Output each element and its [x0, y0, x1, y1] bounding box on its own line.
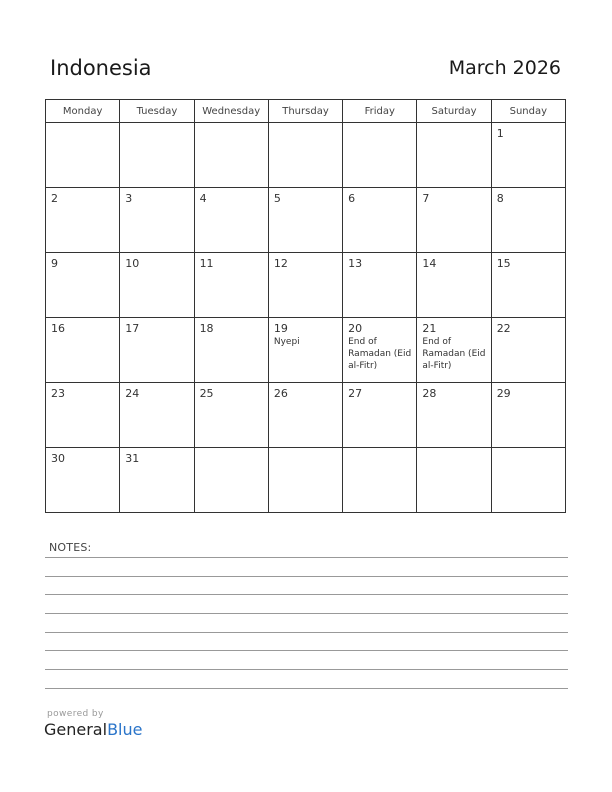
day-number: 28 — [422, 387, 437, 400]
note-line — [45, 688, 568, 689]
day-cell-14[interactable] — [417, 253, 491, 318]
day-number: 14 — [422, 257, 437, 270]
day-cell-3[interactable] — [120, 188, 194, 253]
empty-day-cell — [417, 123, 491, 188]
day-cell-17[interactable] — [120, 318, 194, 383]
day-number: 7 — [422, 192, 430, 205]
country-title: Indonesia — [50, 56, 152, 80]
day-number: 26 — [273, 387, 288, 400]
day-number — [120, 123, 193, 127]
notes-label: NOTES: — [49, 541, 92, 554]
weekday-saturday: Saturday — [417, 100, 491, 123]
day-number: 13 — [348, 257, 363, 270]
day-number — [343, 123, 416, 127]
holiday-label: End of Ramadan (Eid al-Fitr) — [422, 337, 486, 371]
day-cell-11[interactable] — [194, 253, 268, 318]
day-cell-7[interactable] — [417, 188, 491, 253]
day-cell-24[interactable] — [120, 383, 194, 448]
powered-by-text: powered by — [47, 709, 104, 719]
calendar-body — [46, 123, 566, 513]
day-number: 11 — [199, 257, 214, 270]
day-number: 27 — [348, 387, 363, 400]
day-number: 21 — [422, 322, 437, 335]
day-number: 19 — [273, 322, 288, 335]
day-number — [417, 448, 490, 452]
calendar-grid — [45, 99, 566, 513]
empty-day-cell — [491, 448, 565, 513]
empty-day-cell — [46, 123, 120, 188]
day-number: 4 — [199, 192, 207, 205]
note-line — [45, 594, 568, 595]
empty-day-cell — [194, 123, 268, 188]
note-line — [45, 650, 568, 651]
empty-day-cell — [268, 448, 342, 513]
day-number: 6 — [348, 192, 356, 205]
day-number: 18 — [199, 322, 214, 335]
day-cell-1[interactable] — [491, 123, 565, 188]
day-cell-13[interactable] — [343, 253, 417, 318]
day-cell-25[interactable] — [194, 383, 268, 448]
weekday-monday: Monday — [46, 100, 120, 123]
day-number: 17 — [125, 322, 140, 335]
day-cell-22[interactable] — [491, 318, 565, 383]
day-number — [195, 448, 268, 452]
brand-general-text: General — [44, 720, 108, 739]
day-cell-10[interactable] — [120, 253, 194, 318]
day-cell-16[interactable] — [46, 318, 120, 383]
day-cell-28[interactable] — [417, 383, 491, 448]
empty-day-cell — [343, 448, 417, 513]
weekday-header-row — [46, 100, 566, 123]
holiday-label: Nyepi — [273, 337, 300, 347]
empty-day-cell — [268, 123, 342, 188]
holiday-label: End of Ramadan (Eid al-Fitr) — [348, 337, 412, 371]
note-line — [45, 613, 568, 614]
day-cell-8[interactable] — [491, 188, 565, 253]
day-number: 29 — [496, 387, 511, 400]
day-number: 16 — [51, 322, 65, 335]
weekday-friday: Friday — [343, 100, 417, 123]
day-number — [492, 448, 565, 452]
day-cell-21[interactable] — [417, 318, 491, 383]
day-cell-5[interactable] — [268, 188, 342, 253]
day-cell-18[interactable] — [194, 318, 268, 383]
note-line — [45, 576, 568, 577]
day-cell-26[interactable] — [268, 383, 342, 448]
week-row — [46, 448, 566, 513]
day-cell-29[interactable] — [491, 383, 565, 448]
weekday-tuesday: Tuesday — [120, 100, 194, 123]
day-cell-20[interactable] — [343, 318, 417, 383]
day-number: 3 — [125, 192, 133, 205]
day-cell-6[interactable] — [343, 188, 417, 253]
day-number: 25 — [199, 387, 214, 400]
day-number: 9 — [51, 257, 58, 270]
weekday-wednesday: Wednesday — [194, 100, 268, 123]
day-number — [195, 123, 268, 127]
day-cell-31[interactable] — [120, 448, 194, 513]
brand-logo[interactable] — [44, 720, 142, 739]
day-number: 30 — [51, 452, 65, 465]
day-cell-19[interactable] — [268, 318, 342, 383]
day-cell-30[interactable] — [46, 448, 120, 513]
empty-day-cell — [417, 448, 491, 513]
day-number: 23 — [51, 387, 65, 400]
day-number: 8 — [496, 192, 504, 205]
day-number — [417, 123, 490, 127]
day-cell-9[interactable] — [46, 253, 120, 318]
day-cell-27[interactable] — [343, 383, 417, 448]
day-number — [269, 123, 342, 127]
week-row — [46, 318, 566, 383]
week-row — [46, 383, 566, 448]
empty-day-cell — [120, 123, 194, 188]
day-number: 2 — [51, 192, 58, 205]
week-row — [46, 188, 566, 253]
day-number — [269, 448, 342, 452]
day-cell-15[interactable] — [491, 253, 565, 318]
month-title: March 2026 — [448, 57, 561, 79]
weekday-sunday: Sunday — [491, 100, 565, 123]
note-line — [45, 669, 568, 670]
day-number: 1 — [496, 127, 504, 140]
note-line — [45, 557, 568, 558]
day-number — [46, 123, 119, 127]
day-number: 20 — [348, 322, 363, 335]
day-cell-12[interactable] — [268, 253, 342, 318]
day-number: 15 — [496, 257, 511, 270]
day-number: 24 — [125, 387, 140, 400]
day-number: 31 — [125, 452, 140, 465]
day-number: 12 — [273, 257, 288, 270]
day-number — [343, 448, 416, 452]
day-number: 22 — [496, 322, 511, 335]
weekday-thursday: Thursday — [268, 100, 342, 123]
day-cell-23[interactable] — [46, 383, 120, 448]
day-number: 10 — [125, 257, 140, 270]
empty-day-cell — [194, 448, 268, 513]
day-cell-2[interactable] — [46, 188, 120, 253]
week-row — [46, 253, 566, 318]
day-number: 5 — [273, 192, 281, 205]
brand-blue-text: Blue — [107, 720, 143, 739]
note-line — [45, 632, 568, 633]
day-cell-4[interactable] — [194, 188, 268, 253]
week-row — [46, 123, 566, 188]
empty-day-cell — [343, 123, 417, 188]
